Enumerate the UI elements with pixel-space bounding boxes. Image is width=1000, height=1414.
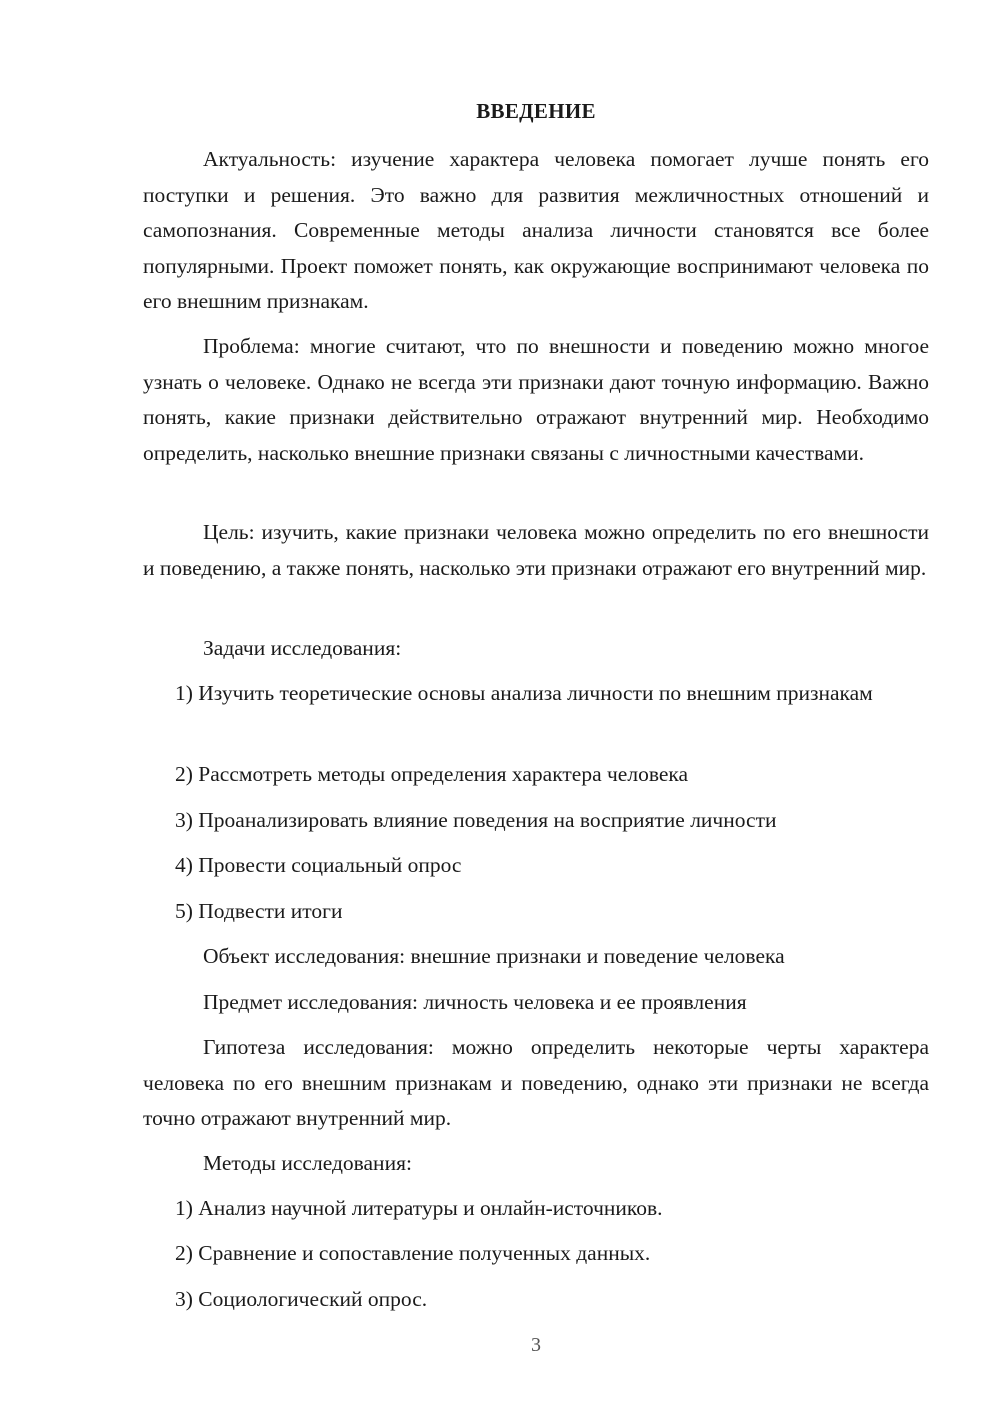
problem-paragraph: Проблема: многие считают, что по внешности и поведению можно многое узнать о человеке. Однако не всегда эти признаки дают точную информацию. Важно понять, какие признаки действительно отражают внутренний мир. Необходимо определить, насколько внешние признаки связаны с личностными качествами. xyxy=(143,334,929,465)
section-title: ВВЕДЕНИЕ xyxy=(476,99,596,123)
tasks-heading: Задачи исследования: xyxy=(203,636,402,660)
goal-paragraph: Цель: изучить, какие признаки человека можно определить по его внешности и поведению, а также понять, насколько эти признаки отражают его внутренний мир. xyxy=(143,520,929,580)
task-item: 2) Рассмотреть методы определения характера человека xyxy=(175,762,689,786)
task-item: 5) Подвести итоги xyxy=(175,899,343,923)
method-item: 2) Сравнение и сопоставление полученных данных. xyxy=(175,1241,651,1265)
task-item: 3) Проанализировать влияние поведения на восприятие личности xyxy=(175,808,777,832)
hypothesis-paragraph: Гипотеза исследования: можно определить некоторые черты характера человека по его внешним признакам и поведению, однако эти признаки не всегда точно отражают внутренний мир. xyxy=(143,1035,929,1131)
method-item: 3) Социологический опрос. xyxy=(175,1287,428,1311)
relevance-paragraph: Актуальность: изучение характера человека помогает лучше понять его поступки и решения. Это важно для развития межличностных отношений и самопознания. Современные методы анализа личности становятся все более популярными. Проект поможет понять, как окружающие воспринимают человека по его внешним признакам. xyxy=(143,147,929,314)
method-item: 1) Анализ научной литературы и онлайн-источников. xyxy=(175,1196,663,1220)
methods-heading: Методы исследования: xyxy=(203,1151,412,1175)
task-item: 4) Провести социальный опрос xyxy=(175,853,462,877)
document-page xyxy=(143,0,929,1414)
research-object: Объект исследования: внешние признаки и поведение человека xyxy=(203,944,785,968)
research-subject: Предмет исследования: личность человека и ее проявления xyxy=(203,990,747,1014)
task-item: 1) Изучить теоретические основы анализа личности по внешним признакам xyxy=(175,681,873,705)
page-number: 3 xyxy=(531,1334,541,1356)
